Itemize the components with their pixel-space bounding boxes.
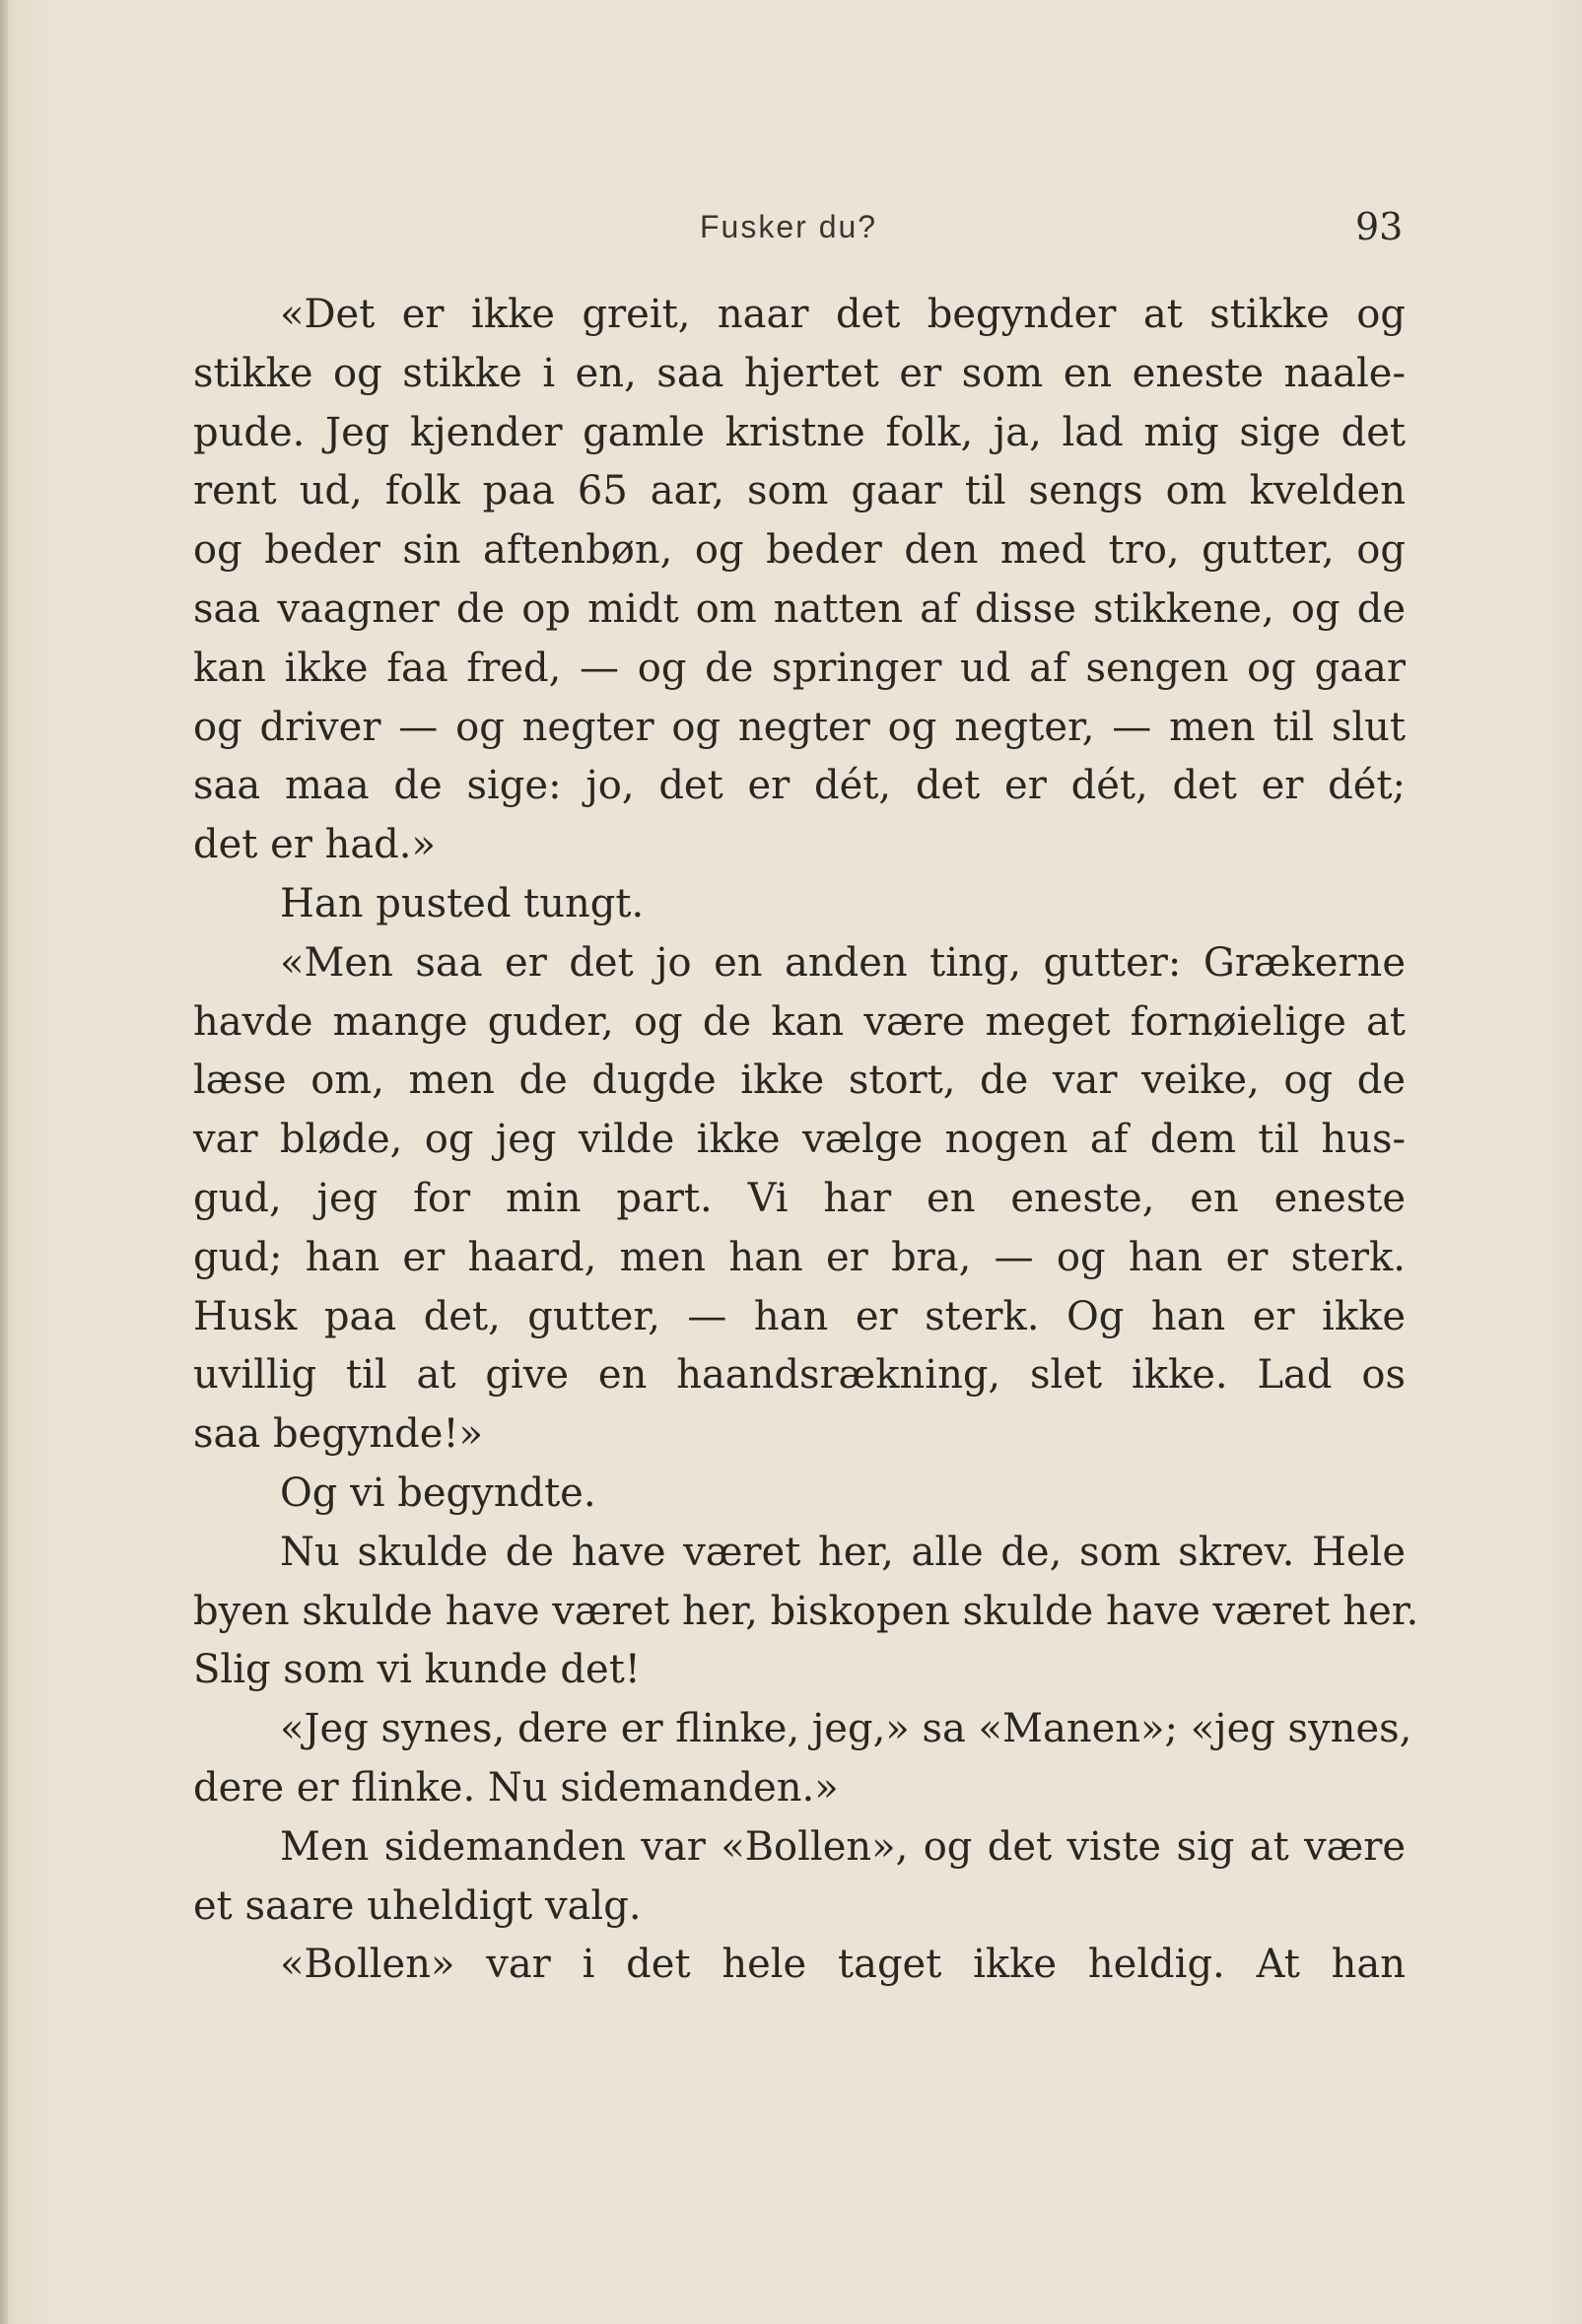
text-line: stikke og stikke i en, saa hjertet er som en eneste naale-	[193, 350, 1406, 396]
running-head-title: Fusker du?	[700, 209, 878, 244]
text-line: og beder sin aftenbøn, og beder den med tro, gutter, og	[193, 527, 1406, 574]
text-line: var bløde, og jeg vilde ikke vælge nogen af dem til hus-	[193, 1117, 1406, 1163]
text-line: «Bollen» var i det hele taget ikke heldig. At han	[280, 1942, 1406, 1988]
text-line: havde mange guder, og de kan være meget fornøielige at	[193, 998, 1406, 1045]
text-line: «Det er ikke greit, naar det begynder at stikke og	[280, 292, 1406, 337]
text-line: rent ud, folk paa 65 aar, som gaar til sengs om kvelden	[193, 468, 1406, 514]
text-line: gud; han er haard, men han er bra, — og han er sterk.	[193, 1234, 1406, 1280]
body-text	[193, 286, 1419, 1995]
text-line: læse om, men de dugde ikke stort, de var veike, og de	[193, 1058, 1406, 1104]
text-line: Slig som vi kunde det!	[193, 1647, 641, 1693]
text-line: Husk paa det, gutter, — han er sterk. Og han er ikke	[193, 1293, 1406, 1339]
text-line: saa begynde!»	[193, 1411, 484, 1458]
page-binding-edge	[0, 0, 8, 2324]
text-line: det er had.»	[193, 822, 436, 868]
text-line: saa maa de sige: jo, det er dét, det er dét, det er dét;	[193, 763, 1406, 809]
page-number: 93	[1355, 205, 1404, 248]
text-line: saa vaagner de op midt om natten af disse stikkene, og de	[193, 585, 1406, 632]
text-line: et saare uheldigt valg.	[193, 1882, 642, 1929]
text-line: og driver — og negter og negter og negter, — men til slut	[193, 704, 1406, 750]
text-line: uvillig til at give en haandsrækning, slet ikke. Lad os	[193, 1352, 1406, 1399]
text-line: kan ikke faa fred, — og de springer ud af sengen og gaar	[193, 645, 1406, 691]
text-line: «Men saa er det jo en anden ting, gutter: Grækerne	[280, 939, 1406, 986]
running-head	[0, 205, 1582, 258]
text-line: Han pusted tungt.	[280, 880, 645, 926]
text-line: gud, jeg for min part. Vi har en eneste, en eneste	[193, 1175, 1406, 1221]
text-line: «Jeg synes, dere er flinke, jeg,» sa «Manen»; «jeg synes,	[280, 1706, 1412, 1752]
text-line: dere er flinke. Nu sidemanden.»	[193, 1764, 839, 1811]
text-line: pude. Jeg kjender gamle kristne folk, ja, lad mig sige det	[193, 409, 1406, 455]
text-line: Og vi begyndte.	[280, 1470, 596, 1516]
text-line: byen skulde have været her, biskopen skulde have været her.	[193, 1588, 1419, 1634]
text-line: Men sidemanden var «Bollen», og det viste sig at være	[280, 1823, 1406, 1870]
text-line: Nu skulde de have været her, alle de, som skrev. Hele	[280, 1529, 1406, 1575]
